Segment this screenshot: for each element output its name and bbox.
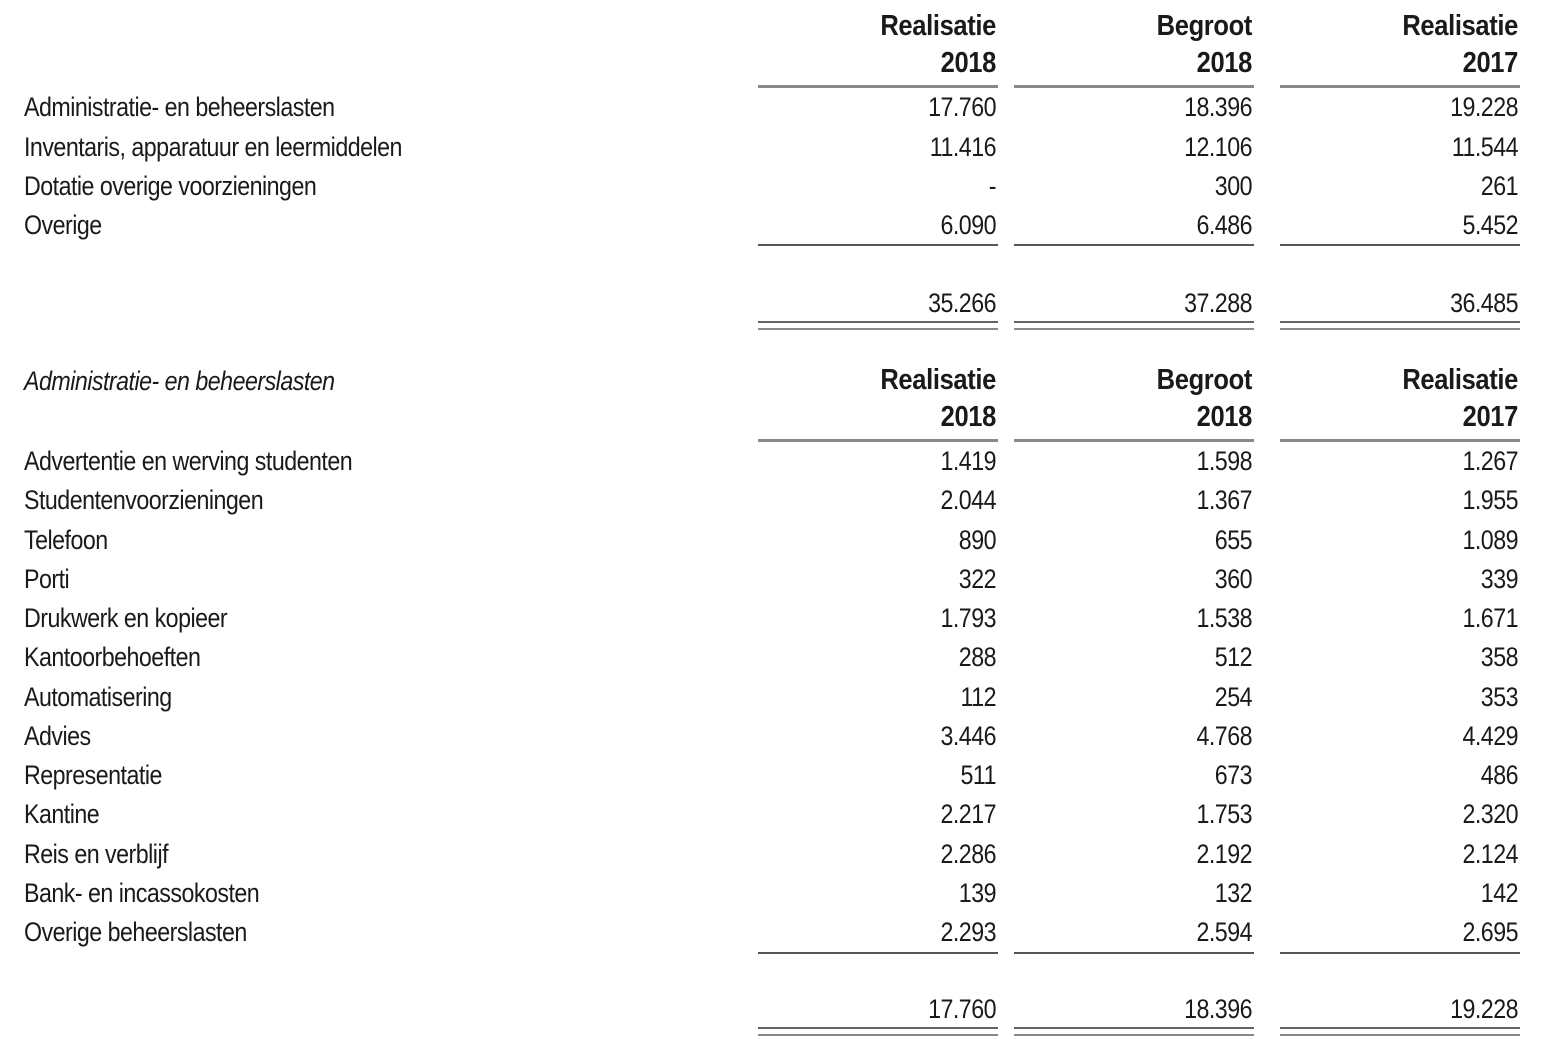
row-value-begroot-2018: 512	[1214, 642, 1252, 672]
row-value-realisatie-2018: 322	[958, 564, 996, 594]
row-value-realisatie-2018: 2.217	[940, 799, 996, 829]
row-value-begroot-2018: 2.192	[1196, 839, 1252, 869]
row-value-realisatie-2017: 1.955	[1462, 485, 1518, 515]
total-begroot-2018: 37.288	[1184, 288, 1252, 318]
section2-subtotal-rule-col1	[758, 952, 998, 954]
row-value-realisatie-2017: 2.695	[1462, 917, 1518, 947]
row-value-realisatie-2017: 11.544	[1451, 132, 1518, 162]
section2-total-double-rule-col3	[1280, 1027, 1520, 1036]
row-value-realisatie-2017: 1.267	[1462, 446, 1518, 476]
section2-subtotal-rule-col2	[1014, 952, 1254, 954]
row-label: Advies	[24, 721, 91, 751]
section2-col2-header-line2: 2018	[1196, 401, 1252, 433]
section1-col2-header-line1: Begroot	[1156, 10, 1252, 42]
section2-row	[0, 481, 1560, 520]
row-value-begroot-2018: 1.538	[1196, 603, 1252, 633]
section2-row	[0, 756, 1560, 795]
row-value-realisatie-2017: 142	[1480, 878, 1518, 908]
row-label: Porti	[24, 564, 70, 594]
section2-row	[0, 678, 1560, 717]
section1-total-double-rule-col2	[1014, 321, 1254, 330]
section2-col2-header-line1: Begroot	[1156, 364, 1252, 396]
row-value-begroot-2018: 254	[1214, 682, 1252, 712]
row-value-begroot-2018: 655	[1214, 525, 1252, 555]
row-value-begroot-2018: 6.486	[1196, 210, 1252, 240]
section1-col1-header-line1: Realisatie	[880, 10, 996, 42]
row-value-realisatie-2017: 2.124	[1462, 839, 1518, 869]
section2-total-double-rule-col2	[1014, 1027, 1254, 1036]
row-label: Drukwerk en kopieer	[24, 603, 228, 633]
section1-subtotal-rule-col2	[1014, 244, 1254, 246]
row-value-realisatie-2018: 6.090	[940, 210, 996, 240]
row-value-realisatie-2018: 11.416	[929, 132, 996, 162]
row-value-begroot-2018: 12.106	[1184, 132, 1252, 162]
section1-row	[0, 88, 1560, 127]
row-value-realisatie-2017: 19.228	[1450, 92, 1518, 122]
total-realisatie-2018: 35.266	[928, 288, 996, 318]
section2-col3-header-line2: 2017	[1462, 401, 1518, 433]
row-label: Kantine	[24, 799, 100, 829]
total-begroot-2018: 18.396	[1184, 994, 1252, 1024]
section1-row	[0, 206, 1560, 245]
row-value-begroot-2018: 1.753	[1196, 799, 1252, 829]
section1-col3-header-line1: Realisatie	[1402, 10, 1518, 42]
row-label: Inventaris, apparatuur en leermiddelen	[24, 132, 402, 162]
row-value-begroot-2018: 360	[1214, 564, 1252, 594]
section2-col1-header-line1: Realisatie	[880, 364, 996, 396]
section2-row	[0, 874, 1560, 913]
row-value-realisatie-2017: 358	[1480, 642, 1518, 672]
section1-total-double-rule-col1	[758, 321, 998, 330]
row-value-realisatie-2018: 2.293	[940, 917, 996, 947]
section2-total-double-rule-col1	[758, 1027, 998, 1036]
section2-row	[0, 560, 1560, 599]
row-value-realisatie-2018: 112	[960, 682, 996, 712]
row-value-begroot-2018: 300	[1214, 171, 1252, 201]
section2-total-row	[0, 990, 1560, 1029]
row-value-realisatie-2017: 5.452	[1462, 210, 1518, 240]
total-realisatie-2018: 17.760	[928, 994, 996, 1024]
row-label: Automatisering	[24, 682, 172, 712]
row-label: Reis en verblijf	[24, 839, 169, 869]
total-realisatie-2017: 19.228	[1450, 994, 1518, 1024]
row-value-realisatie-2017: 4.429	[1462, 721, 1518, 751]
row-label: Overige	[24, 210, 102, 240]
row-value-realisatie-2018: -	[988, 171, 996, 201]
row-label: Bank- en incassokosten	[24, 878, 260, 908]
section1-col2-header-line2: 2018	[1196, 47, 1252, 79]
row-label: Studentenvoorzieningen	[24, 485, 264, 515]
section2-col1-header-line2: 2018	[940, 401, 996, 433]
row-value-realisatie-2017: 486	[1480, 760, 1518, 790]
total-realisatie-2017: 36.485	[1450, 288, 1518, 318]
row-value-realisatie-2018: 1.793	[940, 603, 996, 633]
row-value-realisatie-2018: 890	[958, 525, 996, 555]
row-label: Representatie	[24, 760, 162, 790]
section1-total-row	[0, 284, 1560, 323]
row-value-begroot-2018: 4.768	[1196, 721, 1252, 751]
row-label: Dotatie overige voorzieningen	[24, 171, 317, 201]
section2-row	[0, 638, 1560, 677]
row-value-begroot-2018: 673	[1214, 760, 1252, 790]
row-value-realisatie-2018: 1.419	[940, 446, 996, 476]
row-value-realisatie-2017: 1.671	[1462, 603, 1518, 633]
section1-total-double-rule-col3	[1280, 321, 1520, 330]
row-value-realisatie-2018: 511	[960, 760, 996, 790]
section2-row	[0, 599, 1560, 638]
section2-row	[0, 795, 1560, 834]
section1-col3-header-line2: 2017	[1462, 47, 1518, 79]
section2-row	[0, 835, 1560, 874]
row-value-realisatie-2018: 288	[958, 642, 996, 672]
row-value-realisatie-2018: 2.286	[940, 839, 996, 869]
section1-subtotal-rule-col3	[1280, 244, 1520, 246]
row-label: Kantoorbehoeften	[24, 642, 201, 672]
section2-col3-header-line1: Realisatie	[1402, 364, 1518, 396]
section1-col1-header-line2: 2018	[940, 47, 996, 79]
row-value-realisatie-2018: 3.446	[940, 721, 996, 751]
section2-row	[0, 717, 1560, 756]
row-value-realisatie-2017: 1.089	[1462, 525, 1518, 555]
row-value-realisatie-2017: 261	[1480, 171, 1518, 201]
row-value-realisatie-2017: 2.320	[1462, 799, 1518, 829]
section1-row	[0, 167, 1560, 206]
section1-row	[0, 128, 1560, 167]
row-value-realisatie-2017: 339	[1480, 564, 1518, 594]
row-value-realisatie-2017: 353	[1480, 682, 1518, 712]
row-value-begroot-2018: 1.598	[1196, 446, 1252, 476]
row-value-realisatie-2018: 17.760	[928, 92, 996, 122]
row-label: Overige beheerslasten	[24, 917, 247, 947]
row-value-begroot-2018: 2.594	[1196, 917, 1252, 947]
row-label: Administratie- en beheerslasten	[24, 92, 335, 122]
section2-title: Administratie- en beheerslasten	[24, 366, 335, 396]
section1-subtotal-rule-col1	[758, 244, 998, 246]
row-value-begroot-2018: 132	[1214, 878, 1252, 908]
row-value-realisatie-2018: 2.044	[940, 485, 996, 515]
row-label: Telefoon	[24, 525, 108, 555]
row-value-realisatie-2018: 139	[958, 878, 996, 908]
section2-row	[0, 913, 1560, 952]
section2-subtotal-rule-col3	[1280, 952, 1520, 954]
row-value-begroot-2018: 1.367	[1196, 485, 1252, 515]
section2-row	[0, 521, 1560, 560]
row-value-begroot-2018: 18.396	[1184, 92, 1252, 122]
section2-row	[0, 442, 1560, 481]
row-label: Advertentie en werving studenten	[24, 446, 353, 476]
